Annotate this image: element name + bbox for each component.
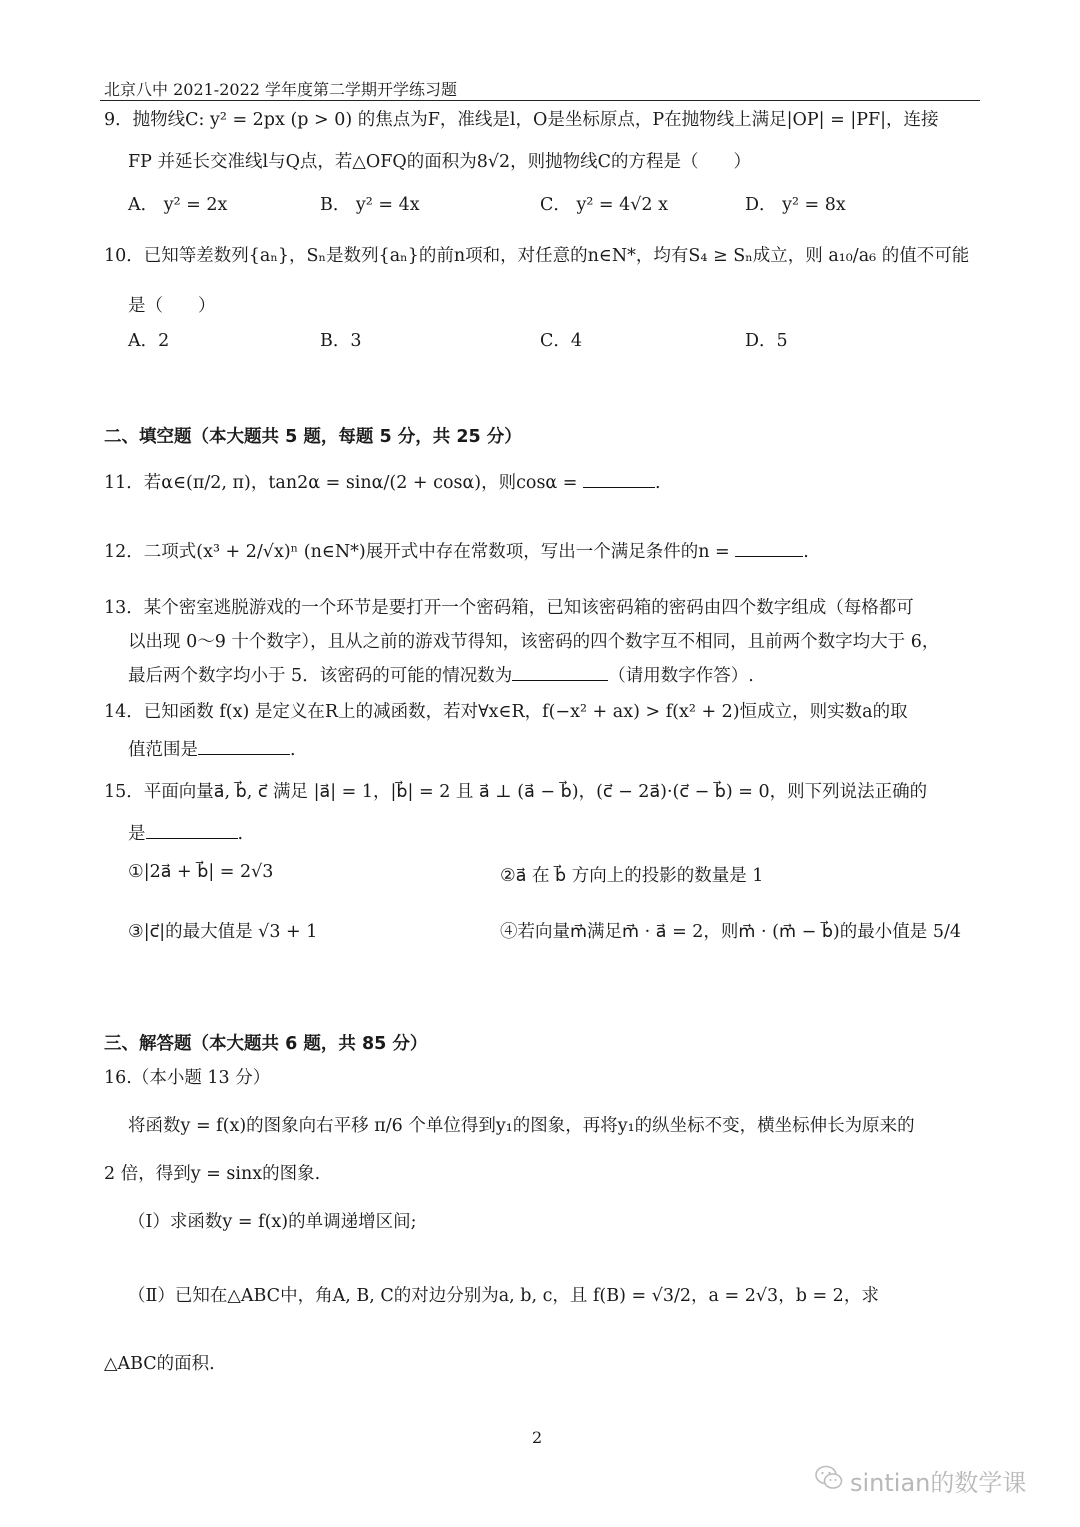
- q11-text: 11．若α∈(π/2, π)，tan2α = sinα/(2 + cosα)，则cosα =: [104, 473, 578, 493]
- q15-statement-1: ①|2a⃗ + b⃗| = 2√3: [128, 862, 274, 882]
- header-title: 北京八中 2021-2022 学年度第二学期开学练习题: [104, 80, 458, 99]
- q14-answer-blank: [198, 736, 290, 755]
- q14-end: .: [290, 740, 296, 760]
- q12: [104, 538, 809, 563]
- q12-text: 12．二项式(x³ + 2/√x)ⁿ (n∈N*)展开式中存在常数项，写出一个满足条件的n =: [104, 542, 730, 562]
- q13-line3-end: （请用数字作答）.: [608, 666, 754, 686]
- q13-line3-start: 最后两个数字均小于 5．该密码的可能的情况数为: [128, 666, 513, 686]
- q16-line1: 将函数y = f(x)的图象向右平移 π/6 个单位得到y₁的图象，再将y₁的纵坐标不变，横坐标伸长为原来的: [128, 1116, 915, 1136]
- q14-line1: 14．已知函数 f(x) 是定义在R上的减函数，若对∀x∈R，f(−x² + ax) > f(x² + 2)恒成立，则实数a的取: [104, 702, 908, 722]
- q11-answer-blank: [583, 469, 655, 488]
- q12-answer-blank: [735, 538, 803, 557]
- q15-end: .: [237, 824, 244, 844]
- q16-part2: （Ⅱ）已知在△ABC中，角A, B, C的对边分别为a, b, c，且 f(B) = √3/2，a = 2√3，b = 2，求: [128, 1286, 879, 1306]
- q16-part1: （Ⅰ）求函数y = f(x)的单调递增区间;: [128, 1212, 417, 1232]
- q13-line2: 以出现 0～9 十个数字），且从之前的游戏节得知，该密码的四个数字互不相同，且前两个数字均大于 6，: [128, 632, 940, 652]
- q10-option-b: B．3: [320, 331, 362, 351]
- section2-title: 二、填空题（本大题共 5 题，每题 5 分，共 25 分）: [104, 427, 522, 447]
- section3-title: 三、解答题（本大题共 6 题，共 85 分）: [104, 1034, 428, 1054]
- q9-option-b: B． y² = 4x: [320, 195, 420, 215]
- q9-option-a: A． y² = 2x: [128, 195, 228, 215]
- q11-end: .: [655, 473, 661, 493]
- q9-option-d: D． y² = 8x: [745, 195, 846, 215]
- q15-line1: 15．平面向量a⃗, b⃗, c⃗ 满足 |a⃗| = 1，|b⃗| = 2 且 a⃗ ⊥ (a⃗ − b⃗)，(c⃗ − 2a⃗)·(c⃗ − b⃗) = 0，则下列说法正确的: [104, 782, 928, 802]
- q15-line2: [128, 820, 243, 845]
- q10-option-c: C．4: [540, 331, 583, 351]
- q9-line2: FP 并延长交准线l与Q点，若△OFQ的面积为8√2，则抛物线C的方程是（ ）: [128, 152, 752, 172]
- q16-line2: 2 倍，得到y = sinx的图象.: [104, 1164, 321, 1184]
- q15-answer-blank: [146, 820, 238, 839]
- q10-option-a: A．2: [128, 331, 170, 351]
- header-rule: [100, 100, 980, 101]
- q10-line2: 是（ ）: [128, 296, 216, 316]
- q11: [104, 469, 661, 494]
- q16-head: 16.（本小题 13 分）: [104, 1068, 271, 1088]
- q10-line1: 10．已知等差数列{aₙ}，Sₙ是数列{aₙ}的前n项和，对任意的n∈N*，均有S₄ ≥ Sₙ成立，则 a₁₀/a₆ 的值不可能: [104, 246, 970, 266]
- q15-statement-2: ②a⃗ 在 b⃗ 方向上的投影的数量是 1: [500, 866, 764, 886]
- page-number: 2: [532, 1428, 543, 1447]
- q12-end: .: [803, 542, 809, 562]
- q9-line1: 9．抛物线C: y² = 2px (p > 0) 的焦点为F，准线是l，O是坐标原点，P在抛物线上满足|OP| = |PF|，连接: [104, 110, 939, 130]
- q15-statement-4: ④若向量m⃗满足m⃗ · a⃗ = 2，则m⃗ · (m⃗ − b⃗)的最小值是 5/4: [500, 922, 961, 942]
- q14-line2: [128, 736, 296, 761]
- wechat-icon: [813, 1462, 845, 1494]
- q13-answer-blank: [512, 662, 608, 681]
- q14-line2-text: 值范围是: [128, 740, 198, 760]
- q9-option-c: C． y² = 4√2 x: [540, 195, 668, 215]
- q15-line2-text: 是: [128, 824, 146, 844]
- q13-line3: [128, 662, 754, 687]
- q16-part2-end: △ABC的面积.: [104, 1354, 215, 1374]
- q15-statement-3: ③|c⃗|的最大值是 √3 + 1: [128, 922, 318, 942]
- q10-option-d: D．5: [745, 331, 788, 351]
- q13-line1: 13．某个密室逃脱游戏的一个环节是要打开一个密码箱，已知该密码箱的密码由四个数字组成（每格都可: [104, 598, 914, 618]
- watermark-text: sintian的数学课: [850, 1469, 1027, 1497]
